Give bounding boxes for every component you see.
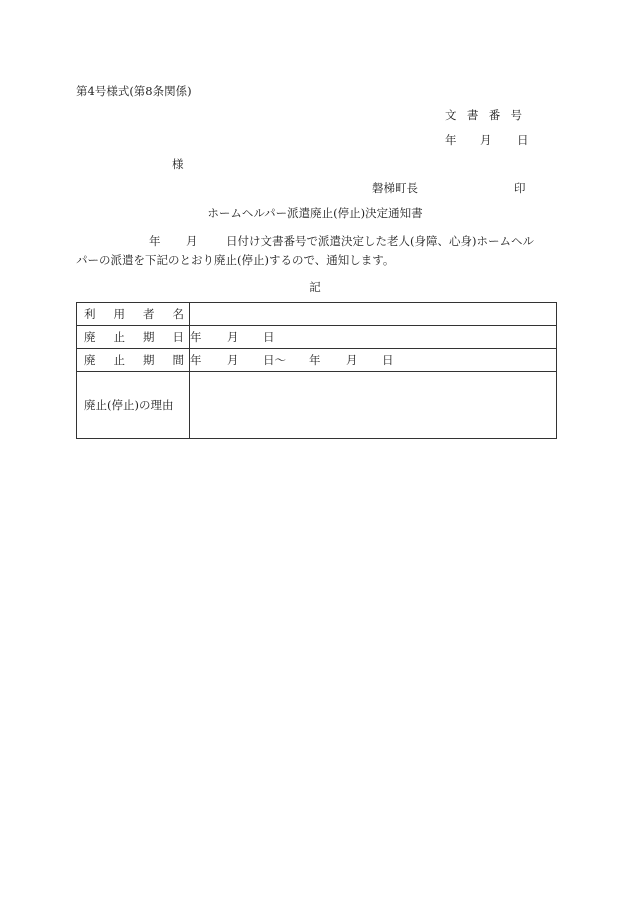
label-char: 廃 [84,353,96,367]
body-line-1 [76,232,556,251]
label-char: 用 [113,307,125,321]
table-row-abolition-date [77,326,557,349]
table-row-abolition-period [77,349,557,372]
label-char: 期 [143,353,155,367]
addressee-honorific: 様 [172,157,184,171]
label-char: 期 [143,330,155,344]
table-row-reason [77,372,557,439]
label-char: 名 [172,307,184,321]
seal-mark: 印 [514,181,526,195]
label-char: 止 [113,330,125,344]
issue-date-year: 年 [445,133,457,147]
label-char: 止 [113,353,125,367]
label-user-name [77,303,190,326]
body-month: 月 [186,234,198,248]
form-number: 第4号様式(第8条関係) [76,84,192,98]
period-from-month: 月 [227,353,239,367]
date-year: 年 [190,330,202,344]
date-month: 月 [227,330,239,344]
label-char: 廃 [84,330,96,344]
period-to-month: 月 [346,353,358,367]
abolition-period-field[interactable] [190,349,557,372]
issue-date [445,135,529,147]
period-to-day: 日 [382,353,394,367]
label-reason: 廃止(停止)の理由 [77,372,190,439]
period-to-year: 年 [309,353,321,367]
period-from-year: 年 [190,353,202,367]
label-abolition-period [77,349,190,372]
document-title: ホームヘルパー派遣廃止(停止)決定通知書 [207,206,423,220]
label-char: 間 [172,353,184,367]
reason-field[interactable] [190,372,557,439]
date-day: 日 [263,330,275,344]
ki-heading: 記 [309,280,321,294]
body-year: 年 [149,234,161,248]
document-number-label: 文書番号 [445,108,533,122]
label-abolition-date [77,326,190,349]
body-paragraph [76,232,556,270]
details-table [76,302,557,439]
label-char: 者 [143,307,155,321]
user-name-field[interactable] [190,303,557,326]
issue-date-month: 月 [480,133,492,147]
period-from-day: 日〜 [263,353,286,367]
body-line-1-text: 日付け文書番号で派遣決定した老人(身障、心身)ホームヘル [226,234,534,248]
issue-date-day: 日 [517,133,529,147]
table-row-user-name [77,303,557,326]
body-line-2: パーの派遣を下記のとおり廃止(停止)するので、通知します。 [76,253,395,267]
label-char: 日 [172,330,184,344]
label-char: 利 [84,307,96,321]
issuer-name: 磐梯町長 [372,181,418,195]
abolition-date-field[interactable] [190,326,557,349]
